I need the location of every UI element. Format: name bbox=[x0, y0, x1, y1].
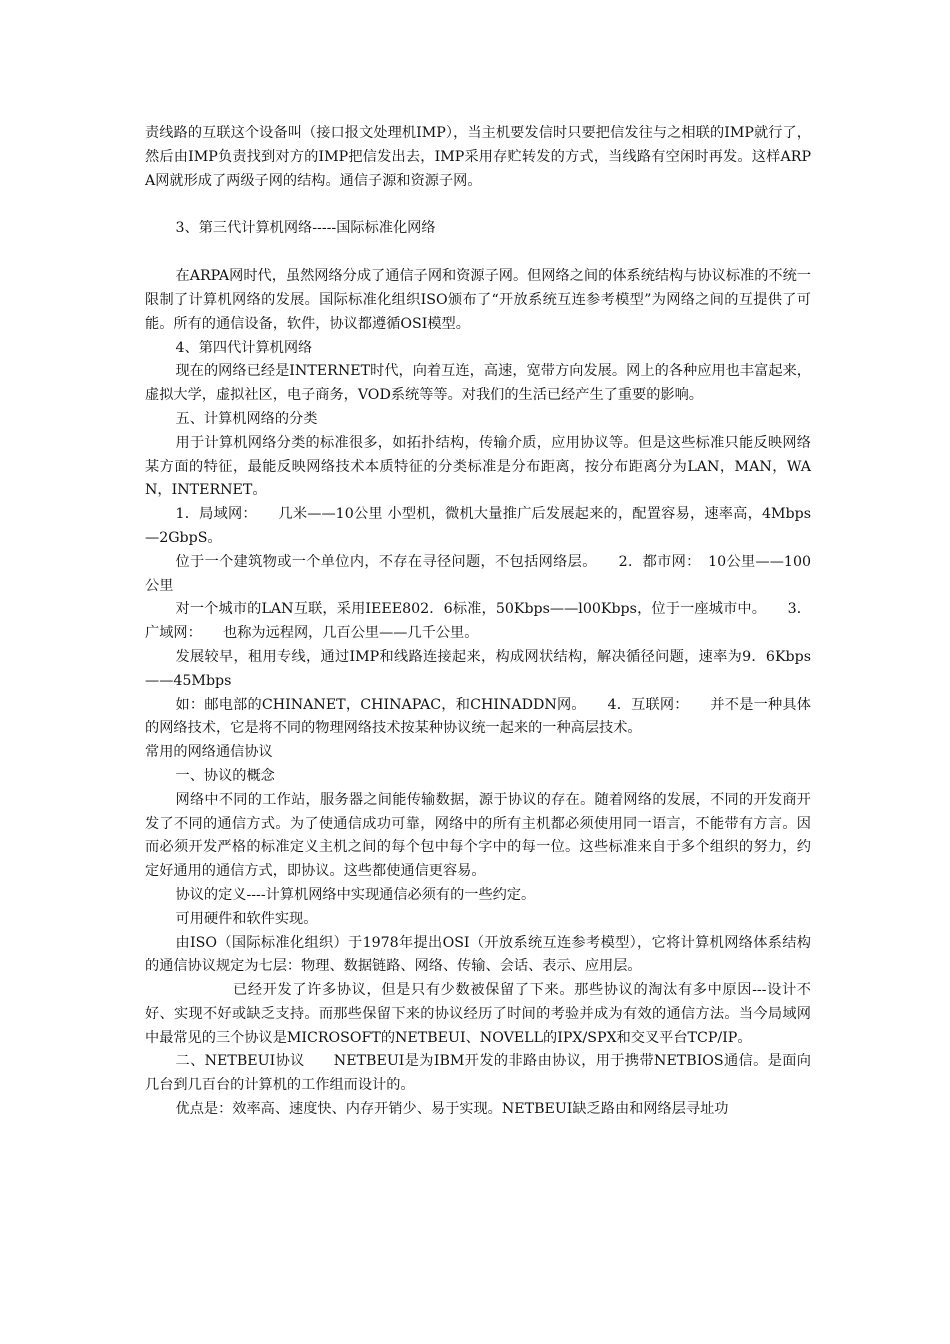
heading-fourth-generation: 4、第四代计算机网络 bbox=[175, 339, 313, 356]
paragraph-netbeui-advantages: 优点是：效率高、速度快、内存开销少、易于实现。NETBEUI缺乏路由和网络层寻址功 bbox=[175, 1101, 729, 1118]
paragraph-man: 位于一个建筑物或一个单位内，不存在寻径问题，不包括网络层。 2．都市网： 10公里——100公里 bbox=[145, 553, 811, 594]
paragraph-lan: 1．局域网： 几米——10公里 小型机，微机大量推广后发展起来的，配置容易，速率高，4Mbps—2GbpS。 bbox=[145, 506, 811, 546]
paragraph-imp-intro: 责线路的互联这个设备叫（接口报文处理机IMP），当主机要发信时只要把信发往与之相联的IMP就行了，然后由IMP负责找到对方的IMP把信发出去，IMP采用存贮转发的方式，当线路有空闲时再发。这样ARPA网就形成了两级子网的结构。通信子源和资源子网。 bbox=[145, 125, 811, 189]
heading-network-classification: 五、计算机网络的分类 bbox=[175, 410, 318, 427]
paragraph-internet-era: 现在的网络已经是INTERNET时代，向着互连，高速，宽带方向发展。网上的各种应用也丰富起来，虚拟大学，虚拟社区，电子商务，VOD系统等等。对我们的生活已经产生了重要的影响。 bbox=[145, 363, 811, 404]
paragraph-netbeui-intro: 二、NETBEUI协议 NETBEUI是为IBM开发的非路由协议，用于携带NETBIOS通信。是面向几台到几百台的计算机的工作组而设计的。 bbox=[145, 1053, 811, 1094]
heading-protocol-concept: 一、协议的概念 bbox=[175, 767, 275, 784]
paragraph-protocol-history: 已经开发了许多协议，但是只有少数被保留了下来。那些协议的淘汰有多中原因---设计不好、实现不好或缺乏支持。而那些保留下来的协议经历了时间的考验并成为有效的通信方法。当今局域网中最常见的三个协议是MICROSOFT的NETBEUI、NOVELL的IPX/SPX和交叉平台TCP/IP。 bbox=[145, 982, 811, 1046]
paragraph-protocol-concept: 网络中不同的工作站，服务器之间能传输数据，源于协议的存在。随着网络的发展，不同的开发商开发了不同的通信方式。为了使通信成功可靠，网络中的所有主机都必须使用同一语言，不能带有方言。因而必须开发严格的标准定义主机之间的每个包中每个字中的每一位。这些标准来自于多个组织的努力，约定好通用的通信方式，即协议。这些都使通信更容易。 bbox=[145, 791, 811, 880]
paragraph-internet: 如：邮电部的CHINANET，CHINAPAC，和CHINADDN网。 4．互联网： 并不是一种具体的网络技术，它是将不同的物理网络技术按某种协议统一起来的一种高层技术。 bbox=[145, 696, 811, 737]
heading-common-protocols: 常用的网络通信协议 bbox=[145, 744, 273, 761]
paragraph-arpa-era: 在ARPA网时代，虽然网络分成了通信子网和资源子网。但网络之间的体系统结构与协议标准的不统一限制了计算机网络的发展。国际标准化组织ISO颁布了“开放系统互连参考模型”为网络之间的互提供了可能。所有的通信设备，软件，协议都遵循OSI模型。 bbox=[145, 268, 811, 332]
paragraph-implementation: 可用硬件和软件实现。 bbox=[175, 910, 318, 927]
paragraph-protocol-definition: 协议的定义----计算机网络中实现通信必须有的一些约定。 bbox=[175, 886, 536, 903]
paragraph-osi-model: 由ISO（国际标准化组织）于1978年提出OSI（开放系统互连参考模型），它将计算机网络体系结构的通信协议规定为七层：物理、数据链路、网络、传输、会话、表示、应用层。 bbox=[145, 934, 811, 975]
heading-third-generation: 3、第三代计算机网络-----国际标准化网络 bbox=[175, 220, 436, 237]
paragraph-wan: 发展较早，租用专线，通过IMP和线路连接起来，构成网状结构，解决循径问题，速率为9．6Kbps——45Mbps bbox=[145, 648, 811, 689]
document-page bbox=[145, 122, 811, 1122]
paragraph-classification-standards: 用于计算机网络分类的标准很多，如拓扑结构，传输介质，应用协议等。但是这些标准只能反映网络某方面的特征，最能反映网络技术本质特征的分类标准是分布距离，按分布距离分为LAN，MAN，WAN，INTERNET。 bbox=[145, 434, 811, 499]
paragraph-city-lan: 对一个城市的LAN互联，采用IEEE802．6标准，50Kbps——l00Kbps，位于一座城市中。 3．广域网： 也称为远程网，几百公里——几千公里。 bbox=[145, 601, 811, 642]
